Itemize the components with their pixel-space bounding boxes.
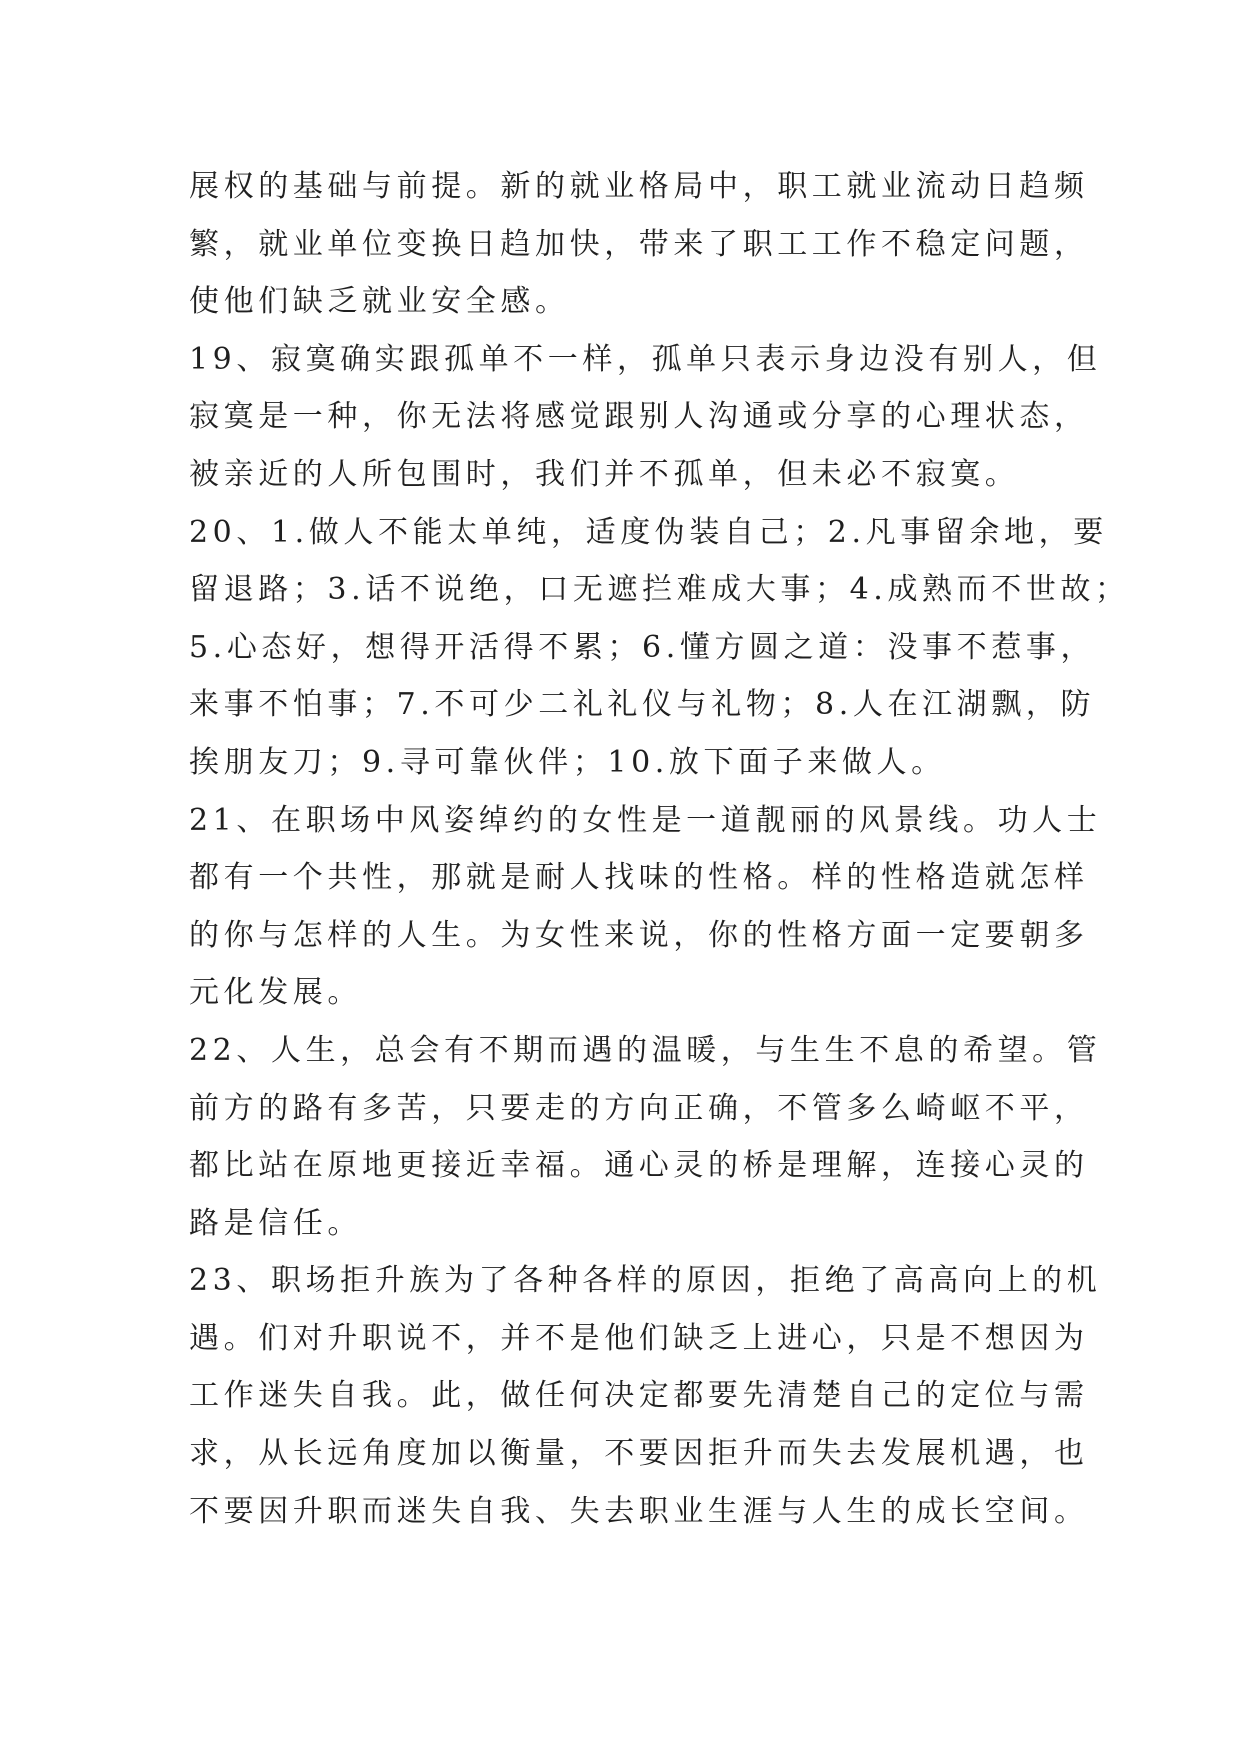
text-line: 19、寂寞确实跟孤单不一样，孤单只表示身边没有别人，但 xyxy=(189,341,1102,377)
text-line: 前方的路有多苦，只要走的方向正确，不管多么崎岖不平， xyxy=(189,1090,1089,1126)
text-line: 5.心态好，想得开活得不累；6.懂方圆之道：没事不惹事， xyxy=(189,629,1096,665)
text-line: 来事不怕事；7.不可少二礼礼仪与礼物；8.人在江湖飘，防 xyxy=(189,687,1096,723)
text-line: 都有一个共性，那就是耐人找味的性格。样的性格造就怎样 xyxy=(189,860,1089,896)
text-line: 使他们缺乏就业安全感。 xyxy=(189,284,570,320)
text-line: 路是信任。 xyxy=(189,1205,362,1241)
text-line: 繁，就业单位变换日趋加快，带来了职工工作不稳定问题， xyxy=(189,226,1089,262)
text-line: 寂寞是一种，你无法将感觉跟别人沟通或分享的心理状态， xyxy=(189,399,1089,435)
text-line: 22、人生，总会有不期而遇的温暖，与生生不息的希望。管 xyxy=(189,1032,1102,1068)
text-line: 被亲近的人所包围时，我们并不孤单，但未必不寂寞。 xyxy=(189,456,1020,492)
body-text xyxy=(189,158,1130,1540)
text-line: 的你与怎样的人生。为女性来说，你的性格方面一定要朝多 xyxy=(189,917,1089,953)
text-line: 工作迷失自我。此，做任何决定都要先清楚自己的定位与需 xyxy=(189,1378,1089,1414)
text-line: 元化发展。 xyxy=(189,975,362,1011)
text-line: 都比站在原地更接近幸福。通心灵的桥是理解，连接心灵的 xyxy=(189,1148,1089,1184)
text-line: 留退路；3.话不说绝，口无遮拦难成大事；4.成熟而不世故； xyxy=(189,572,1130,608)
text-line: 挨朋友刀；9.寻可靠伙伴；10.放下面子来做人。 xyxy=(189,744,946,780)
text-line: 21、在职场中风姿绰约的女性是一道靓丽的风景线。功人士 xyxy=(189,802,1102,838)
text-line: 展权的基础与前提。新的就业格局中，职工就业流动日趋频 xyxy=(189,169,1089,204)
text-line: 遇。们对升职说不，并不是他们缺乏上进心，只是不想因为 xyxy=(189,1320,1089,1356)
text-line: 23、职场拒升族为了各种各样的原因，拒绝了高高向上的机 xyxy=(189,1263,1102,1299)
text-line: 求，从长远角度加以衡量，不要因拒升而失去发展机遇，也 xyxy=(189,1436,1089,1472)
text-line: 20、1.做人不能太单纯，适度伪装自己；2.凡事留余地，要 xyxy=(189,514,1108,550)
text-line: 不要因升职而迷失自我、失去职业生涯与人生的成长空间。 xyxy=(189,1493,1089,1529)
